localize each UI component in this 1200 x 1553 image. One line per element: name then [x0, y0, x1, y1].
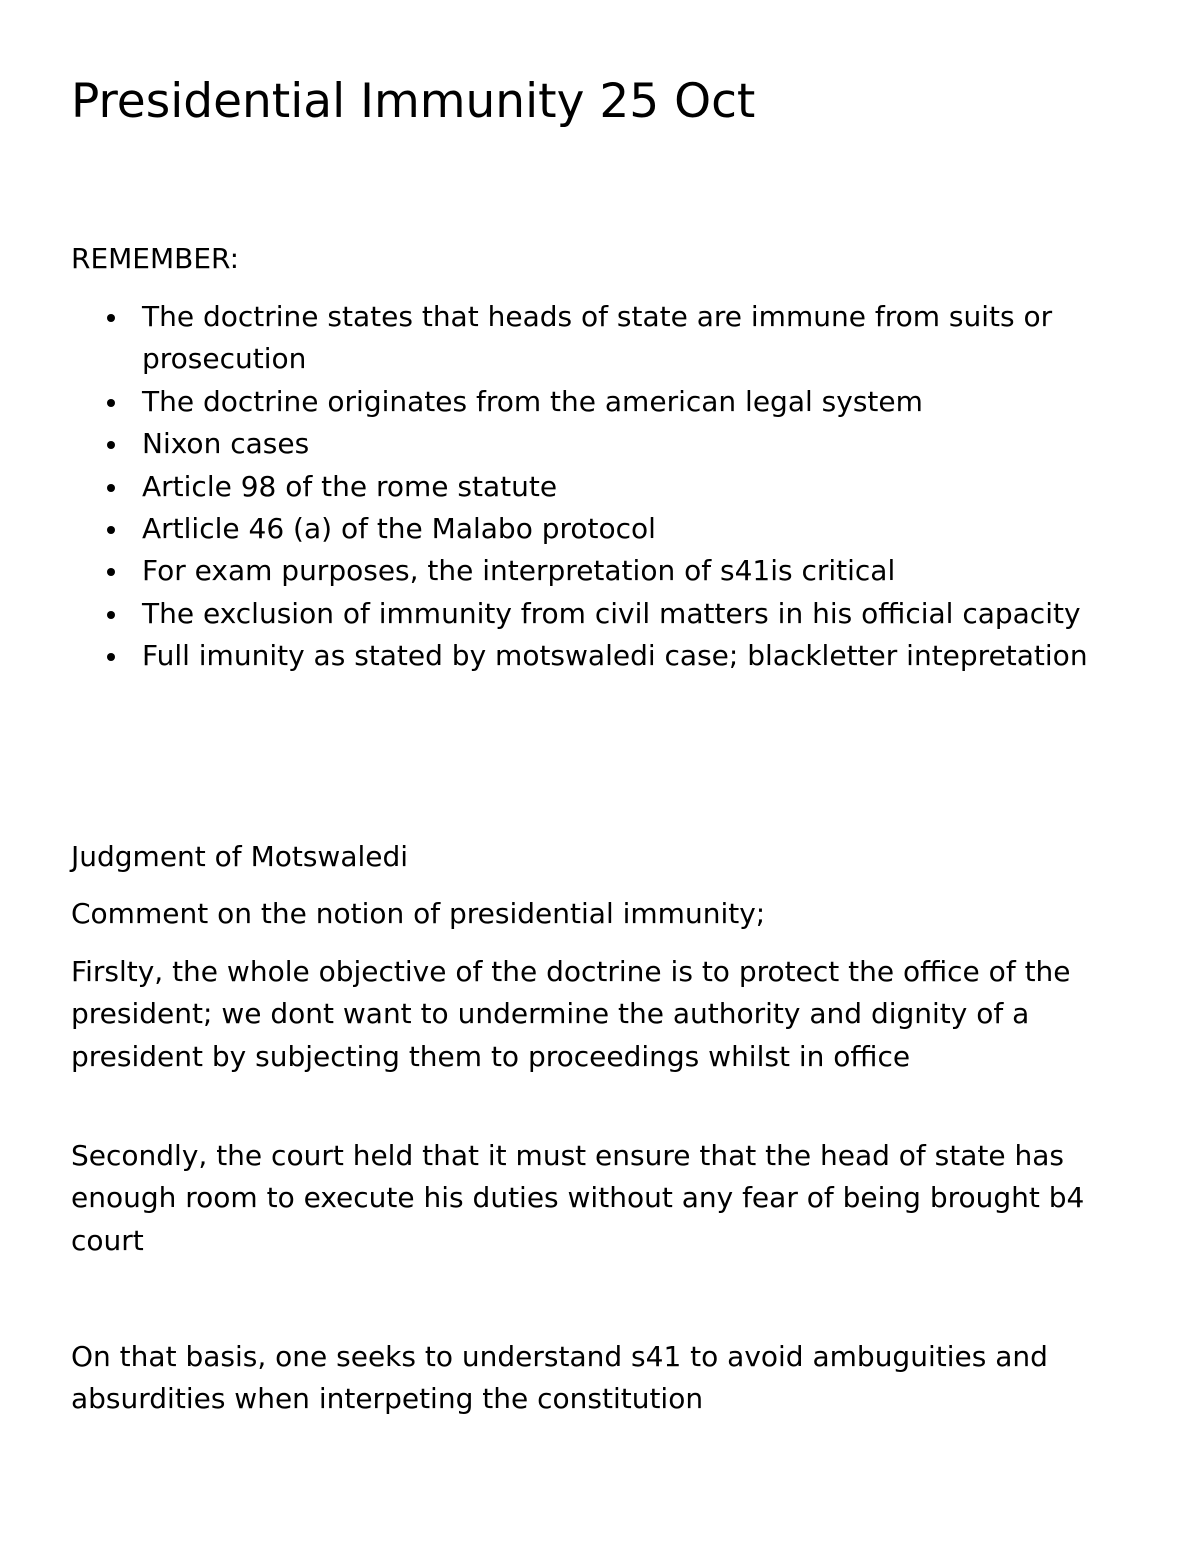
judgment-heading: Judgment of Motswaledi	[71, 840, 409, 873]
bullet-text: The exclusion of immunity from civil matters in his official capacity	[142, 596, 1081, 630]
bullet-text: The doctrine originates from the american legal system	[142, 384, 923, 418]
list-item	[71, 381, 1131, 423]
list-item	[71, 508, 1131, 550]
document-title: Presidential Immunity 25 Oct	[71, 74, 756, 129]
bullet-text: Nixon cases	[142, 427, 310, 461]
bullet-icon	[107, 399, 115, 407]
bullet-icon	[107, 441, 115, 449]
bullet-icon	[107, 484, 115, 492]
bullet-icon	[107, 611, 115, 619]
remember-label: REMEMBER:	[71, 242, 240, 275]
list-item	[71, 423, 1131, 465]
bullet-text: Artlicle 46 (a) of the Malabo protocol	[142, 512, 656, 546]
secondly-paragraph: Secondly, the court held that it must ensure that the head of state has enough room to execute his duties without any fear of being brought b4 court	[71, 1139, 1085, 1257]
bullet-text: Article 98 of the rome statute	[142, 469, 558, 503]
basis-paragraph: On that basis, one seeks to understand s41 to avoid ambuguities and absurdities when interpeting the constitution	[71, 1340, 1048, 1416]
list-item	[71, 550, 1131, 592]
list-item	[71, 635, 1131, 677]
comment-paragraph: Comment on the notion of presidential immunity;	[71, 897, 766, 930]
bullet-icon	[107, 568, 115, 576]
bullet-text: Full imunity as stated by motswaledi case; blackletter intepretation	[142, 639, 1088, 673]
list-item	[71, 593, 1131, 635]
firstly-paragraph: Firslty, the whole objective of the doctrine is to protect the office of the president; we dont want to undermine the authority and dignity of a president by subjecting them to proceedings whilst in office	[71, 955, 1071, 1073]
list-item	[71, 296, 1131, 381]
bullet-icon	[107, 526, 115, 534]
bullet-icon	[107, 653, 115, 661]
bullet-list	[71, 296, 1131, 678]
bullet-text: The doctrine states that heads of state are immune from suits or prosecution	[142, 300, 1053, 376]
list-item	[71, 466, 1131, 508]
bullet-icon	[107, 314, 115, 322]
bullet-text: For exam purposes, the interpretation of s41is critical	[142, 554, 896, 588]
